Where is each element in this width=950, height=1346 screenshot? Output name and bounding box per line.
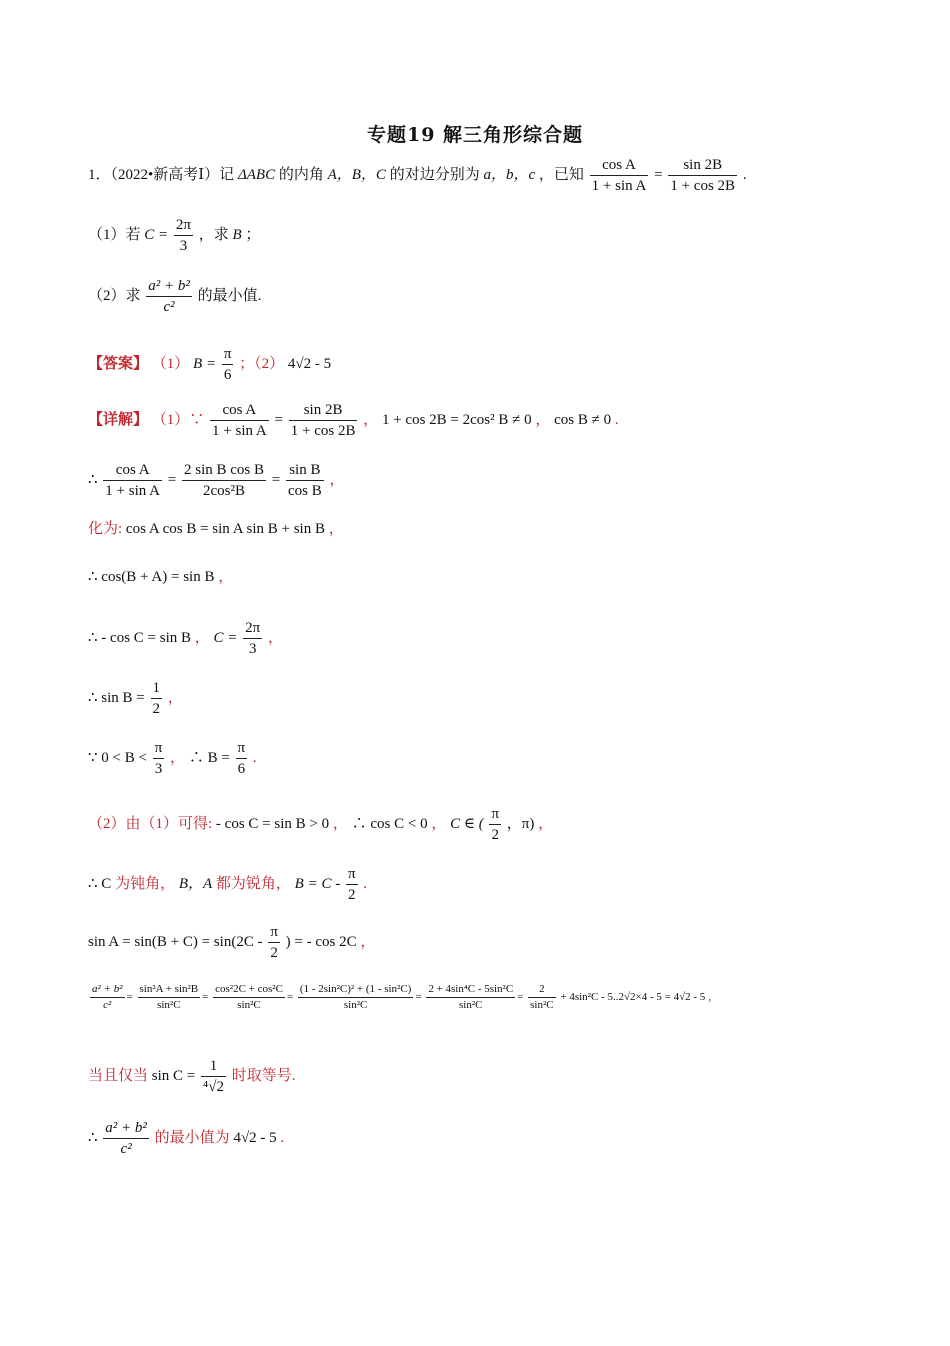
text: ， (535, 411, 551, 428)
text: . (614, 411, 619, 428)
detail-line-10 (88, 922, 890, 963)
text: ， (332, 815, 348, 832)
triangle-symbol: ΔABC (237, 166, 276, 183)
answer-label: 【答案】 (88, 355, 149, 372)
math: ∴ B = (188, 749, 230, 766)
math: sin A = sin(B + C) = sin(2C - (88, 933, 263, 950)
text: 都为锐角， (215, 875, 291, 892)
text: ；（2） (239, 355, 285, 372)
math: sin C = (151, 1067, 196, 1084)
text: . (252, 749, 257, 766)
text: ， (431, 815, 447, 832)
fraction: $\frac{\text{cos A}}{\text{1 + sin A}}$ (591, 157, 647, 194)
text: 当且仅当 (88, 1067, 149, 1084)
detail-line-12 (88, 1056, 890, 1097)
period: . (742, 166, 747, 183)
detail-line-3 (88, 518, 890, 540)
fraction: $\frac{\pi}{6}$ (223, 346, 232, 383)
math: ∵ 0 < B < (88, 749, 147, 766)
math: B = C - (294, 875, 341, 892)
detail-line-6 (88, 678, 890, 719)
math: 4√2 - 5 (233, 1129, 277, 1146)
text: ，求 (198, 226, 229, 243)
fraction: $\frac{\pi}{2}$ (270, 924, 278, 961)
fraction: $\frac{\text{(1 - 2sin²C)² + (1 - sin²C)}}{\text{sin²C}}$ (299, 983, 412, 1011)
text: ， (328, 521, 344, 537)
text: 化为: (88, 521, 123, 537)
math: 1 + cos 2B = 2cos² B ≠ 0 (381, 411, 532, 428)
text: ， (268, 629, 284, 646)
question-part-1 (88, 215, 890, 256)
text: （1）若 (88, 226, 141, 243)
math: ∴ C (88, 875, 112, 892)
angles: A，B，C (327, 166, 386, 183)
sides: a，b，c (483, 166, 536, 183)
math: 4√2 - 5 (287, 355, 332, 372)
text: 的内角 (278, 166, 324, 183)
fraction: $\frac{\text{a² + b²}}{\text{c²}}$ (92, 983, 123, 1011)
fraction: $\frac{\sin 2B}{1 + \cos 2B}$ (290, 402, 356, 439)
text: ， (167, 689, 183, 706)
detail-line-9 (88, 864, 890, 905)
math: ，π) (506, 815, 535, 832)
detail-line-4 (88, 566, 890, 588)
math: B = (193, 355, 217, 372)
text: ， (363, 411, 379, 428)
math: ) = - cos 2C (285, 933, 357, 950)
text: . (280, 1129, 285, 1146)
math: + 4sin²C - 5..2√2×4 - 5 = 4√2 - 5 (560, 991, 706, 1004)
detail-line-11: $\frac{\text{a² + b²}}{\text{c²}}$ = $\frac{\text{sin²A + sin²B}}{\text{sin²C}}$ = $\frac{\text{cos²2C + cos²C}}{\text{sin²C}}$ = $\frac{\text{(1 - 2sin²C)² + (1 - sin²C)}}{\text{sin²C}}$ = $\frac{\text{2 + 4sin⁴C - 5sin²C}}{\text{sin²C}}$ = $\frac{2}{\text{sin²C}}$ + 4sin²C - 5..2√2×4 - 5 = 4√2 - 5 ， (92, 983, 720, 1011)
text: 为钝角， (115, 875, 176, 892)
text: ， (360, 933, 376, 950)
fraction: $\frac{\pi}{6}$ (237, 740, 246, 777)
fraction: $\frac{\sin 2B}{1 + \cos 2B}$ (670, 157, 736, 194)
fraction: $\frac{\text{cos A}}{\text{1 + sin A}}$ (212, 402, 267, 439)
page-title: 专题19 解三角形综合题 (366, 124, 584, 146)
fraction: $\frac{1}{\text{⁴√2}}$ (203, 1058, 224, 1095)
text: . (363, 875, 368, 892)
problem-1-line: 1．（2022•新高考Ⅰ）记 ΔABC 的内角 A，B，C 的对边分别为 a，b，c ，已知 $\frac{\text{cos A}}{\text{1 + sin A}}$ = $\frac{\sin 2B}{1 + \cos 2B}$ . (88, 157, 747, 194)
math: C = (213, 629, 238, 646)
fraction: $\frac{\text{cos²2C + cos²C}}{\text{sin²C}}$ (215, 983, 283, 1011)
math: ∴ - cos C = sin B (88, 629, 192, 646)
question-part-2 (88, 276, 890, 317)
detail-line-13 (88, 1118, 890, 1159)
answer-line (88, 344, 890, 385)
math: - cos C = sin B > 0 (215, 815, 330, 832)
math: B，A (178, 875, 213, 892)
fraction: $\frac{\pi}{3}$ (154, 740, 163, 777)
math: cos B ≠ 0 (554, 411, 612, 428)
text: 时取等号. (231, 1067, 296, 1084)
math: cos A cos B = sin A sin B + sin B (125, 521, 325, 537)
fraction: $\frac{2\pi}{3}$ (245, 620, 261, 657)
text: ； (245, 226, 261, 243)
math: ∴ sin B = (88, 689, 145, 706)
math: C = (144, 226, 169, 243)
detail-label: 【详解】 (88, 411, 149, 428)
fraction: $\frac{\text{2 + 4sin⁴C - 5sin²C}}{\text{sin²C}}$ (428, 983, 514, 1011)
text: 的对边分别为 (389, 166, 480, 183)
fraction: $\frac{\text{cos A}}{\text{1 + sin A}}$ (105, 462, 161, 499)
text: ，已知 (538, 166, 584, 183)
text: ， (218, 569, 234, 585)
fraction: $\frac{\text{a² + b²}}{\text{c²}}$ (148, 278, 190, 315)
detail-line-2: ∴ $\frac{\text{cos A}}{\text{1 + sin A}}$ = $\frac{\text{2 sin B cos B}}{\text{2cos²B}}$ = $\frac{\text{sin B}}{\text{cos B}}$ ， (88, 462, 345, 499)
text: ， (194, 629, 210, 646)
detail-line-1: 【详解】 （1）∵ $\frac{\text{cos A}}{\text{1 + sin A}}$ = $\frac{\sin 2B}{1 + \cos 2B}$ ， 1 + cos 2B = 2cos² B ≠ 0 ， cos B ≠ 0 . (88, 402, 619, 439)
text: （2）由（1）可得: (88, 815, 213, 832)
text: ， (329, 471, 345, 488)
therefore: ∴ (88, 1129, 98, 1146)
text: 的最小值. (197, 287, 262, 304)
text: （1）∵ (151, 411, 205, 428)
text: 的最小值为 (154, 1129, 230, 1146)
text: ， (170, 749, 186, 766)
problem-number: 1．（2022•新高考Ⅰ）记 (88, 166, 235, 183)
fraction: $\frac{\text{sin²A + sin²B}}{\text{sin²C}}$ (139, 983, 199, 1011)
detail-line-8 (88, 804, 890, 845)
text: ， (538, 815, 554, 832)
detail-line-7 (88, 738, 890, 779)
fraction: $\frac{\pi}{2}$ (491, 806, 500, 843)
text: ， (708, 991, 720, 1004)
fraction: $\frac{2\pi}{3}$ (175, 217, 191, 254)
math: ∴ cos(B + A) = sin B (88, 569, 215, 585)
fraction: $\frac{\text{sin B}}{\text{cos B}}$ (287, 462, 322, 499)
math: ∴ cos C < 0 (351, 815, 428, 832)
fraction: $\frac{2}{\text{sin²C}}$ (530, 983, 554, 1011)
fraction: $\frac{\text{2 sin B cos B}}{\text{2cos²B}}$ (184, 462, 265, 499)
math: C ∈ ( (450, 815, 484, 832)
math: B (232, 226, 242, 243)
fraction: $\frac{1}{2}$ (152, 680, 161, 717)
text: （1） (151, 355, 190, 372)
therefore: ∴ (88, 471, 98, 488)
detail-line-5 (88, 618, 890, 659)
text: （2）求 (88, 287, 141, 304)
fraction: $\frac{\text{a² + b²}}{\text{c²}}$ (105, 1120, 147, 1157)
fraction: $\frac{\pi}{2}$ (347, 866, 356, 903)
